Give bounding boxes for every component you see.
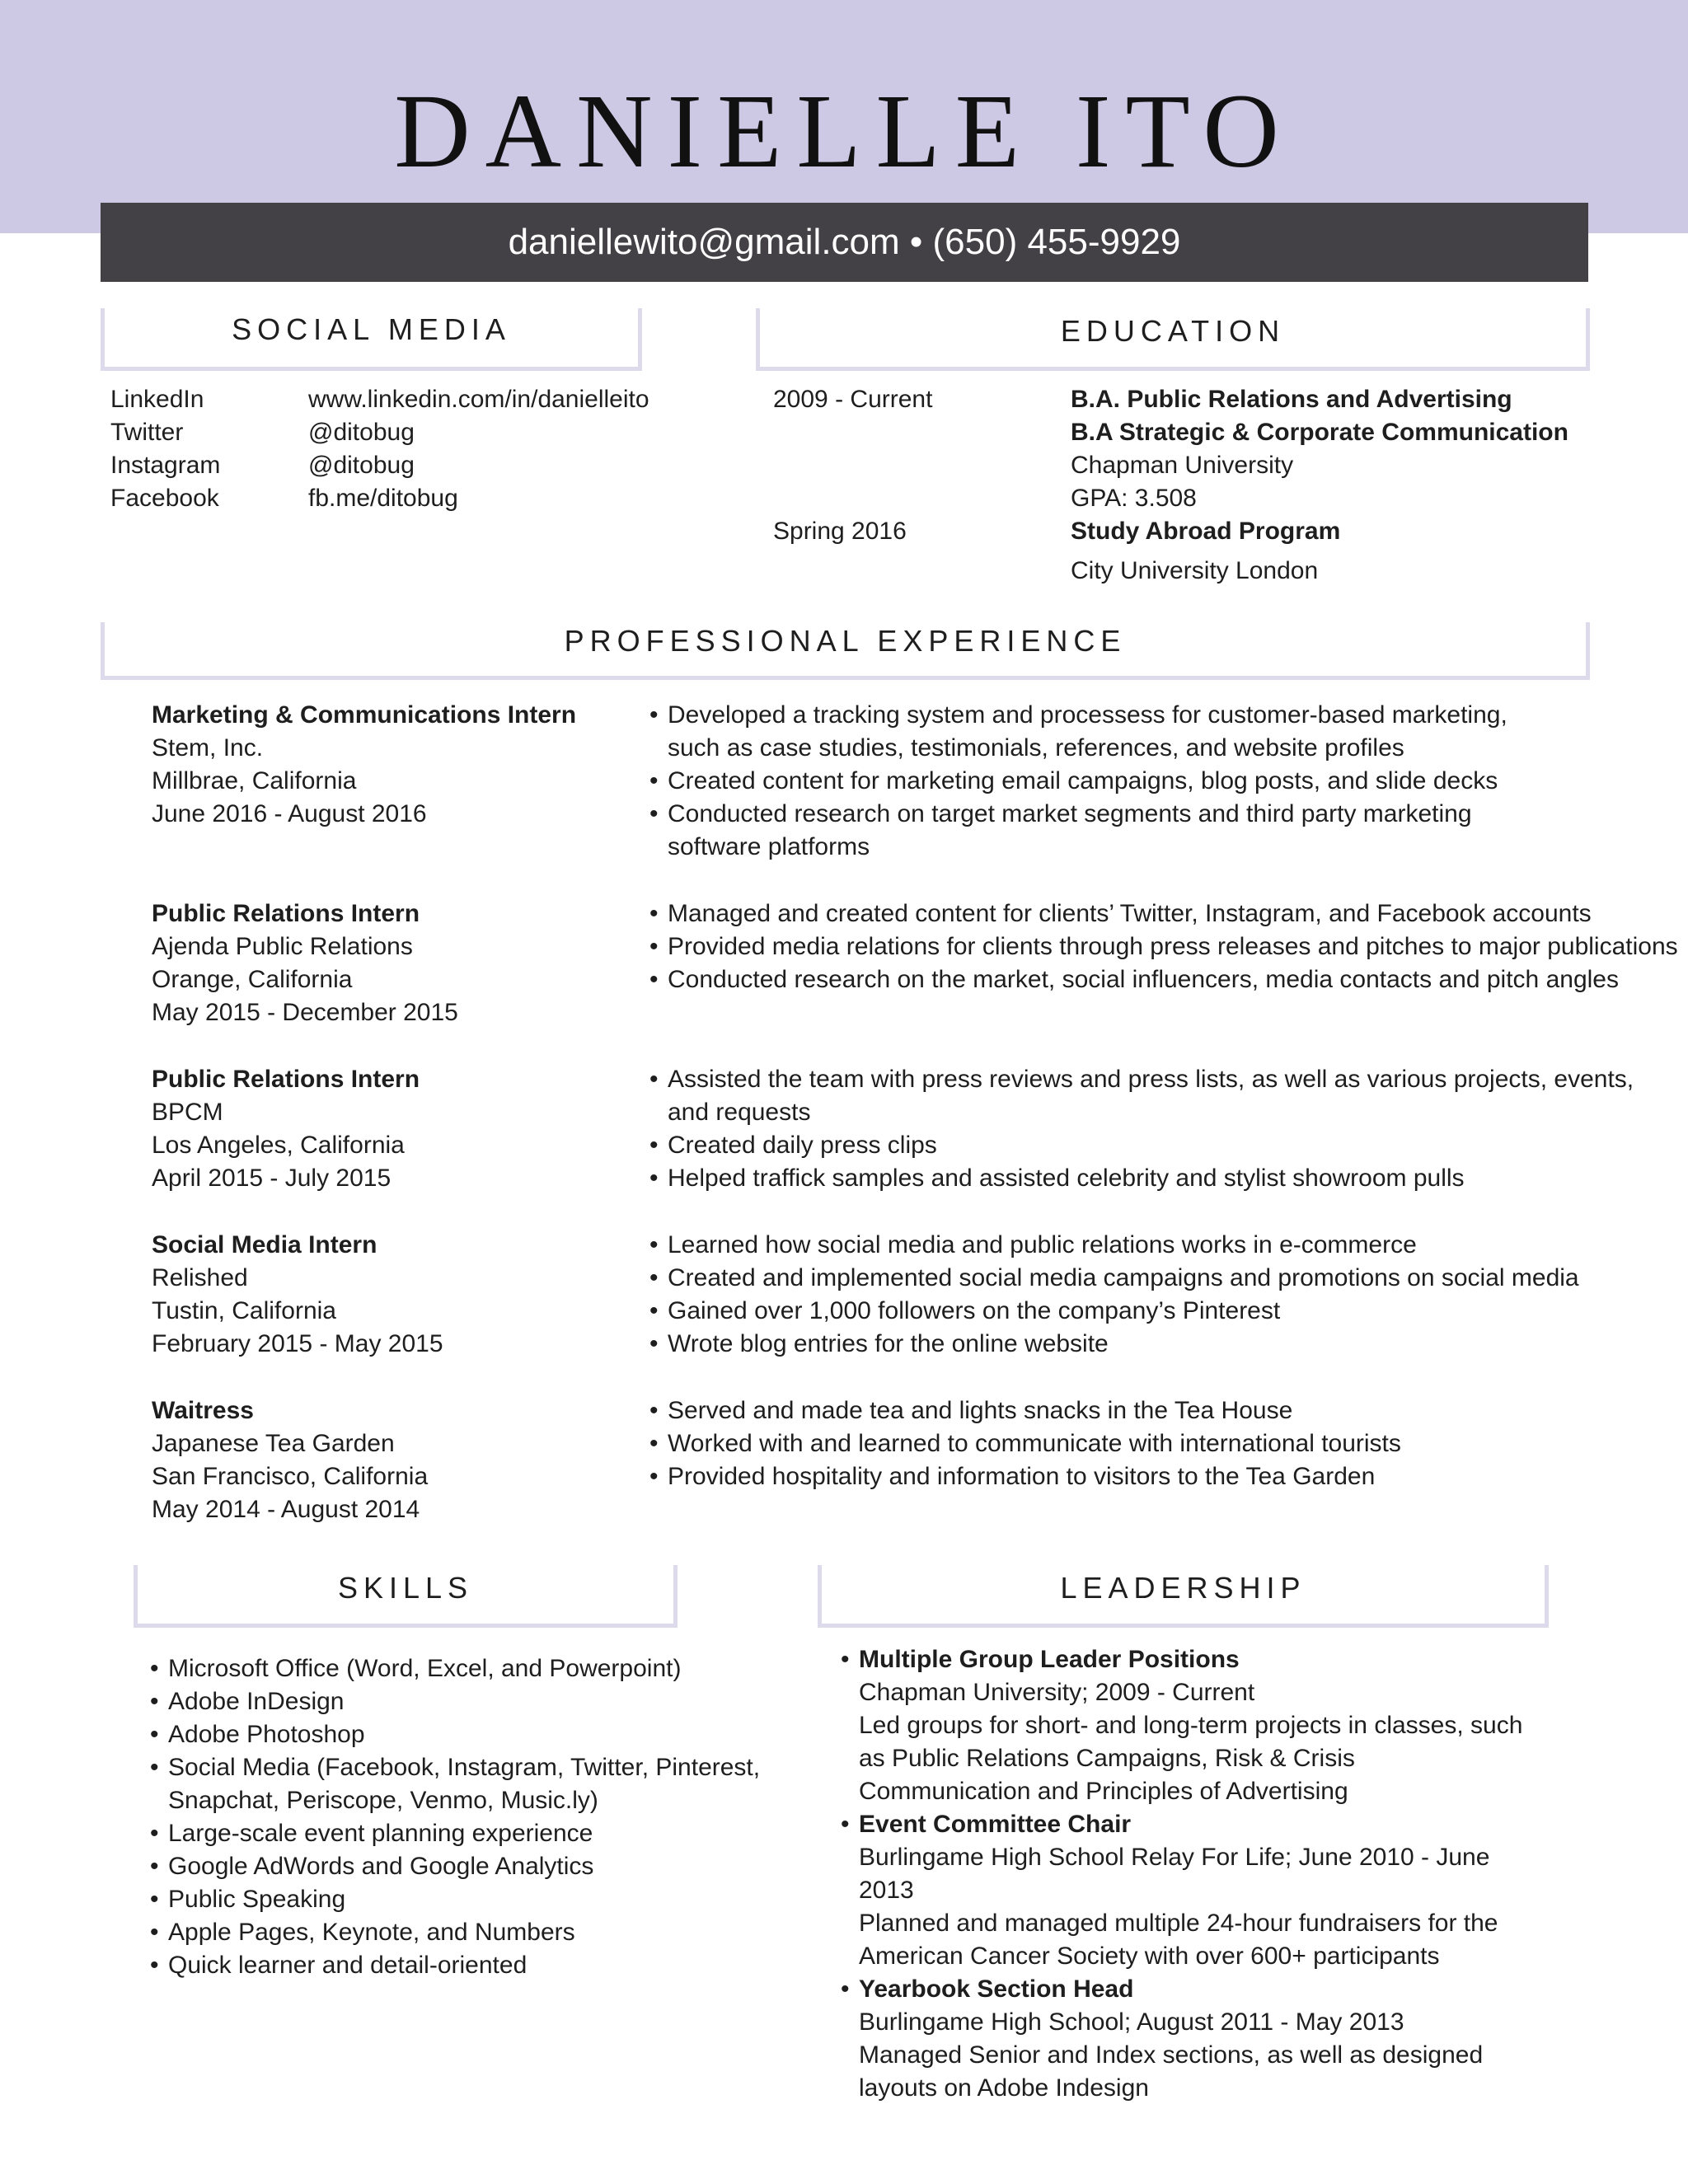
list-item: • Created and implemented social media campaigns and promotions on social media (649, 1262, 1579, 1295)
social-value: @ditobug (308, 452, 415, 479)
job-bullets (649, 1063, 1634, 1195)
list-item: • Wrote blog entries for the online website (649, 1328, 1579, 1361)
list-item: • Provided media relations for clients through press releases and pitches to major publications (649, 930, 1678, 963)
list-item: • Adobe Photoshop (150, 1718, 760, 1751)
page-title: DANIELLE ITO (394, 73, 1294, 190)
job-dates: April 2015 - July 2015 (152, 1165, 392, 1192)
list-item: • Assisted the team with press reviews and press lists, as well as various projects, events, and requests (649, 1063, 1634, 1129)
list-item: • Managed and created content for clients’ Twitter, Instagram, and Facebook accounts (649, 898, 1678, 930)
list-item: • Helped traffick samples and assisted celebrity and stylist showroom pulls (649, 1162, 1634, 1195)
list-item: • Conducted research on target market segments and third party marketing software platforms (649, 798, 1507, 864)
social-media-labels (110, 383, 220, 515)
degree: B.A Strategic & Corporate Communication (1071, 419, 1568, 446)
job-details (152, 1063, 420, 1195)
job-title: Public Relations Intern (152, 900, 420, 927)
list-item: • Developed a tracking system and processess for customer-based marketing, such as case studies, testimonials, references, and website profiles (649, 699, 1507, 765)
list-item: • Apple Pages, Keynote, and Numbers (150, 1916, 760, 1949)
job-details (152, 898, 458, 1029)
job-dates: February 2015 - May 2015 (152, 1330, 443, 1357)
job-company: Japanese Tea Garden (152, 1430, 395, 1457)
gpa: GPA: 3.508 (1071, 485, 1197, 512)
job-dates: May 2014 - August 2014 (152, 1496, 420, 1523)
list-item: • Google AdWords and Google Analytics (150, 1850, 760, 1883)
degree: B.A. Public Relations and Advertising (1071, 386, 1512, 413)
school: Chapman University (1071, 452, 1294, 479)
job-title: Marketing & Communications Intern (152, 701, 577, 729)
leadership-list (841, 1643, 1533, 2105)
job-company: Stem, Inc. (152, 734, 264, 762)
school: City University London (1071, 557, 1319, 584)
job-location: Orange, California (152, 966, 353, 993)
job-bullets (649, 1229, 1579, 1361)
list-item (841, 1643, 1533, 1808)
social-value: www.linkedin.com/in/danielleito (308, 386, 649, 413)
social-label: Facebook (110, 485, 219, 512)
list-item: • Created content for marketing email campaigns, blog posts, and slide decks (649, 765, 1507, 798)
list-item: • Worked with and learned to communicate with international tourists (649, 1427, 1401, 1460)
job-bullets (649, 699, 1507, 864)
job-details (152, 1229, 443, 1361)
job-details (152, 1394, 428, 1526)
list-item: • Created daily press clips (649, 1129, 1634, 1162)
section-heading-leadership: LEADERSHIP (818, 1565, 1549, 1628)
education-entry (1071, 383, 1568, 588)
list-item: • Conducted research on the market, social influencers, media contacts and pitch angles (649, 963, 1678, 996)
section-heading-skills: SKILLS (134, 1565, 678, 1628)
list-item: • Large-scale event planning experience (150, 1817, 760, 1850)
leadership-org: Burlingame High School; August 2011 - May 2013 (859, 2008, 1404, 2036)
job-bullets (649, 1394, 1401, 1493)
social-value: @ditobug (308, 419, 415, 446)
job-company: Ajenda Public Relations (152, 933, 413, 960)
job-details (152, 699, 576, 831)
list-item: • Public Speaking (150, 1883, 760, 1916)
list-item: • Learned how social media and public relations works in e-commerce (649, 1229, 1579, 1262)
program: Study Abroad Program (1071, 518, 1341, 545)
social-media-values (308, 383, 649, 515)
education-date: 2009 - Current (773, 386, 933, 413)
list-item (841, 1973, 1533, 2105)
job-dates: June 2016 - August 2016 (152, 800, 427, 827)
job-dates: May 2015 - December 2015 (152, 999, 458, 1026)
leadership-org: Burlingame High School Relay For Life; June 2010 - June 2013 (859, 1844, 1490, 1904)
section-heading-social-media: SOCIAL MEDIA (101, 308, 642, 371)
leadership-org: Chapman University; 2009 - Current (859, 1679, 1255, 1706)
leadership-description: Planned and managed multiple 24-hour fundraisers for the American Cancer Society with over 600+ participants (859, 1910, 1498, 1970)
section-heading-experience: PROFESSIONAL EXPERIENCE (101, 622, 1590, 680)
list-item: • Gained over 1,000 followers on the company’s Pinterest (649, 1295, 1579, 1328)
list-item: • Microsoft Office (Word, Excel, and Powerpoint) (150, 1652, 760, 1685)
social-value: fb.me/ditobug (308, 485, 458, 512)
education-date: Spring 2016 (773, 518, 907, 545)
job-title: Public Relations Intern (152, 1066, 420, 1093)
skills-list (150, 1652, 760, 1982)
job-bullets (649, 898, 1678, 996)
job-location: San Francisco, California (152, 1463, 429, 1490)
social-label: Instagram (110, 452, 221, 479)
list-item: • Provided hospitality and information to visitors to the Tea Garden (649, 1460, 1401, 1493)
list-item: • Quick learner and detail-oriented (150, 1949, 760, 1982)
leadership-title: • Yearbook Section Head (859, 1975, 1134, 2003)
section-heading-education: EDUCATION (756, 308, 1590, 371)
job-location: Millbrae, California (152, 767, 357, 794)
list-item: • Adobe InDesign (150, 1685, 760, 1718)
contact-bar: daniellewito@gmail.com • (650) 455-9929 (101, 203, 1588, 282)
job-title: Social Media Intern (152, 1231, 377, 1258)
social-label: LinkedIn (110, 386, 204, 413)
job-company: Relished (152, 1264, 248, 1291)
list-item: • Served and made tea and lights snacks in the Tea House (649, 1394, 1401, 1427)
leadership-description: Managed Senior and Index sections, as well as designed layouts on Adobe Indesign (859, 2041, 1484, 2102)
leadership-title: • Event Committee Chair (859, 1811, 1132, 1838)
list-item: • Social Media (Facebook, Instagram, Twitter, Pinterest, Snapchat, Periscope, Venmo, Music.ly) (150, 1751, 760, 1817)
leadership-title: • Multiple Group Leader Positions (859, 1646, 1240, 1673)
leadership-description: Led groups for short- and long-term projects in classes, such as Public Relations Campaigns, Risk & Crisis Communication and Principles of Advertising (859, 1712, 1523, 1805)
job-location: Los Angeles, California (152, 1132, 405, 1159)
list-item (841, 1808, 1533, 1973)
job-company: BPCM (152, 1099, 223, 1126)
job-location: Tustin, California (152, 1297, 336, 1324)
social-label: Twitter (110, 419, 184, 446)
job-title: Waitress (152, 1397, 254, 1424)
